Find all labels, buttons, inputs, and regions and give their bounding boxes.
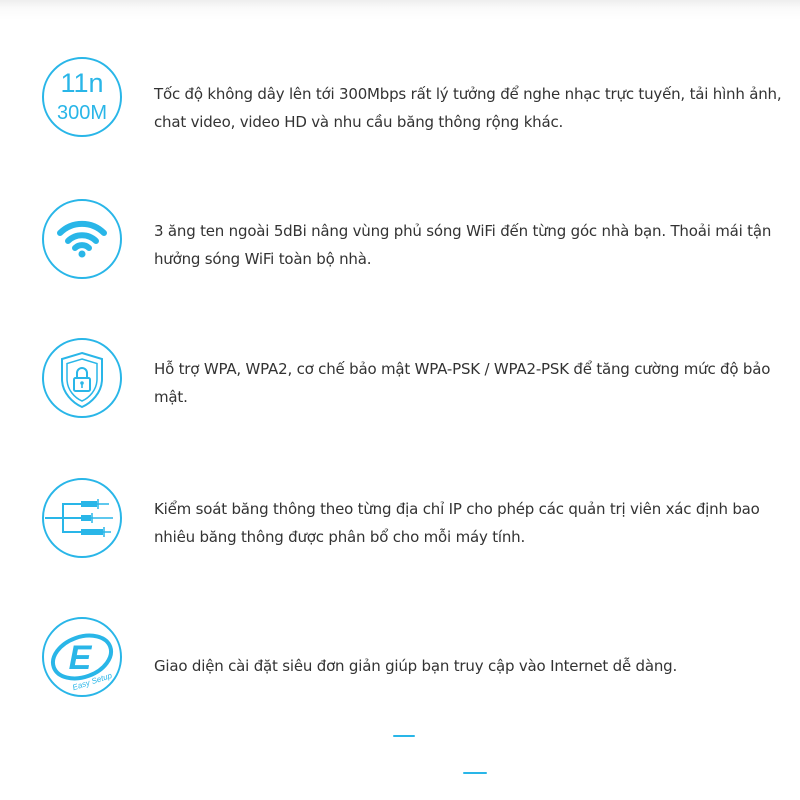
feature-description: Tốc độ không dây lên tới 300Mbps rất lý tưởng để nghe nhạc trực tuyến, tải hình ảnh, chat video, video HD và nhu cầu băng thông rộng khác.	[154, 85, 782, 131]
shield-lock-icon	[41, 337, 123, 419]
svg-text:E: E	[68, 639, 92, 677]
decorative-divider	[463, 772, 487, 774]
decorative-divider	[393, 735, 415, 737]
feature-item-speed	[0, 56, 800, 146]
feature-item-easy-setup	[0, 616, 800, 706]
feature-item-security	[0, 337, 800, 427]
speed-11n-300m-icon	[41, 56, 123, 138]
wifi-icon	[41, 198, 123, 280]
svg-text:Easy Setup: Easy Setup	[71, 671, 114, 693]
bandwidth-control-icon	[41, 477, 123, 559]
feature-description: Hỗ trợ WPA, WPA2, cơ chế bảo mật WPA-PSK / WPA2-PSK để tăng cường mức độ bảo mật.	[154, 360, 771, 406]
feature-description: Giao diện cài đặt siêu đơn giản giúp bạn truy cập vào Internet dễ dàng.	[154, 657, 678, 675]
svg-text:11n: 11n	[60, 68, 104, 98]
easy-setup-icon	[41, 616, 123, 698]
feature-description: 3 ăng ten ngoài 5dBi nâng vùng phủ sóng WiFi đến từng góc nhà bạn. Thoải mái tận hưởng sóng WiFi toàn bộ nhà.	[154, 222, 772, 268]
svg-text:300M: 300M	[56, 102, 108, 124]
feature-description: Kiểm soát băng thông theo từng địa chỉ IP cho phép các quản trị viên xác định bao nhiêu băng thông được phân bổ cho mỗi máy tính.	[154, 500, 760, 546]
feature-item-wifi	[0, 198, 800, 288]
feature-item-bandwidth	[0, 477, 800, 567]
